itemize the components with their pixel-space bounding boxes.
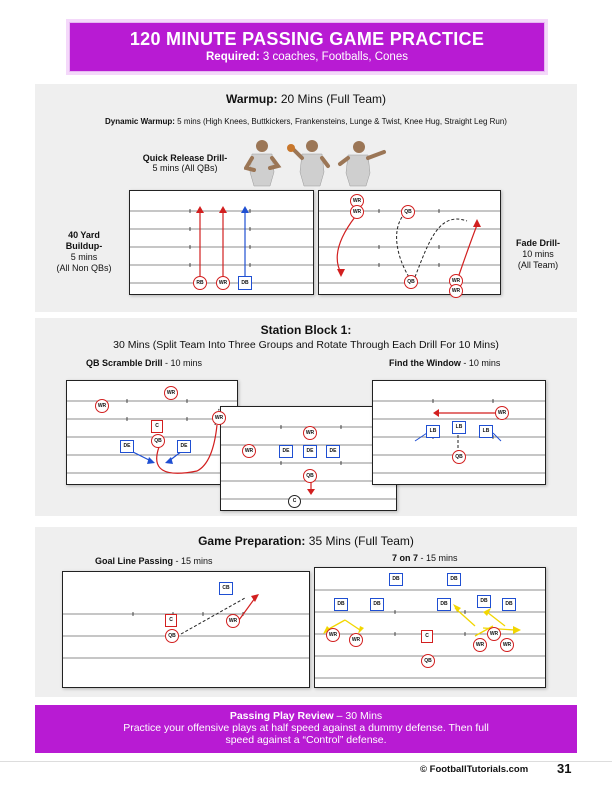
fade-qb-top: QB <box>401 205 415 219</box>
window-drill-label: Find the Window - 10 mins <box>389 358 501 368</box>
scramble-qb: QB <box>151 434 165 448</box>
review-text-1: Practice your offensive plays at half speed against a dummy defense. Then full <box>123 722 489 734</box>
footer-site: © FootballTutorials.com <box>420 764 529 775</box>
window-lb1: LB <box>426 425 440 438</box>
game-prep-title: Game Preparation: 35 Mins (Full Team) <box>198 534 414 548</box>
required-line: Required: 3 coaches, Footballs, Cones <box>206 51 408 63</box>
middle-field <box>220 406 397 511</box>
seven-db-top2: DB <box>447 573 461 586</box>
seven-db-r3: DB <box>502 598 516 611</box>
station-subtitle: 30 Mins (Split Team Into Three Groups and Rotate Through Each Drill For 10 Mins) <box>113 339 499 351</box>
fade-qb-bottom: QB <box>404 275 418 289</box>
window-lb2: LB <box>452 421 466 434</box>
fade-wr-bot2: WR <box>449 284 463 298</box>
scramble-c: C <box>151 420 163 433</box>
page-title: 120 MINUTE PASSING GAME PRACTICE <box>129 29 485 49</box>
buildup-wr: WR <box>216 276 230 290</box>
seven-qb: QB <box>421 654 435 668</box>
middle-wr1: WR <box>303 426 317 440</box>
passing-review-bar <box>35 705 577 753</box>
seven-on-seven-label: 7 on 7 - 15 mins <box>392 553 458 563</box>
review-text-2: speed against a “Control” defense. <box>225 734 387 746</box>
middle-wr2: WR <box>242 444 256 458</box>
fade-drill-label: Fade Drill- 10 mins (All Team) <box>515 238 560 270</box>
scramble-wr3: WR <box>212 411 226 425</box>
station-title: Station Block 1: <box>260 323 352 337</box>
middle-qb: QB <box>303 469 317 483</box>
scramble-drill-label: QB Scramble Drill - 10 mins <box>86 358 203 368</box>
seven-wr-r1: WR <box>487 627 501 641</box>
seven-db-r2: DB <box>477 595 491 608</box>
seven-wr-r3: WR <box>500 638 514 652</box>
footer-rule <box>0 761 612 762</box>
qb-throwing-figures <box>244 138 390 188</box>
warmup-title: Warmup: 20 Mins (Full Team) <box>225 92 387 106</box>
fade-wr-top2: WR <box>350 205 364 219</box>
seven-db-r1: DB <box>437 598 451 611</box>
buildup-label: 40 Yard Buildup- 5 mins (All Non QBs) <box>56 230 112 273</box>
goal-line-field <box>62 571 310 688</box>
scramble-wr2: WR <box>95 399 109 413</box>
buildup-db: DB <box>238 276 252 290</box>
seven-c: C <box>421 630 433 643</box>
seven-wr-l2: WR <box>349 633 363 647</box>
seven-on-seven-field <box>314 567 546 688</box>
scramble-wr1: WR <box>164 386 178 400</box>
middle-c: C <box>288 495 301 508</box>
seven-wr-l1: WR <box>326 628 340 642</box>
scramble-de1: DE <box>120 440 134 453</box>
fade-wr-bot1: WR <box>449 274 463 288</box>
goal-qb: QB <box>165 629 179 643</box>
buildup-rb: RB <box>193 276 207 290</box>
seven-db-l1: DB <box>334 598 348 611</box>
middle-de3: DE <box>326 445 340 458</box>
page-number: 31 <box>557 761 572 776</box>
goal-cb: CB <box>219 582 233 595</box>
seven-db-top1: DB <box>389 573 403 586</box>
scramble-de2: DE <box>177 440 191 453</box>
middle-de2: DE <box>303 445 317 458</box>
window-lb3: LB <box>479 425 493 438</box>
quick-release-label: Quick Release Drill- 5 mins (All QBs) <box>142 153 228 173</box>
fade-wr-top1: WR <box>350 194 364 208</box>
goal-wr: WR <box>226 614 240 628</box>
seven-wr-r2: WR <box>473 638 487 652</box>
goal-line-label: Goal Line Passing - 15 mins <box>95 556 213 566</box>
goal-c: C <box>165 614 177 627</box>
middle-de1: DE <box>279 445 293 458</box>
dynamic-warmup: Dynamic Warmup: 5 mins (High Knees, Buttkickers, Frankensteins, Lunge & Twist, Knee Hug, Straight Leg Run) <box>105 117 507 126</box>
title-banner <box>69 22 545 72</box>
window-qb: QB <box>452 450 466 464</box>
review-title: Passing Play Review – 30 Mins <box>229 710 383 722</box>
seven-db-l2: DB <box>370 598 384 611</box>
window-wr: WR <box>495 406 509 420</box>
